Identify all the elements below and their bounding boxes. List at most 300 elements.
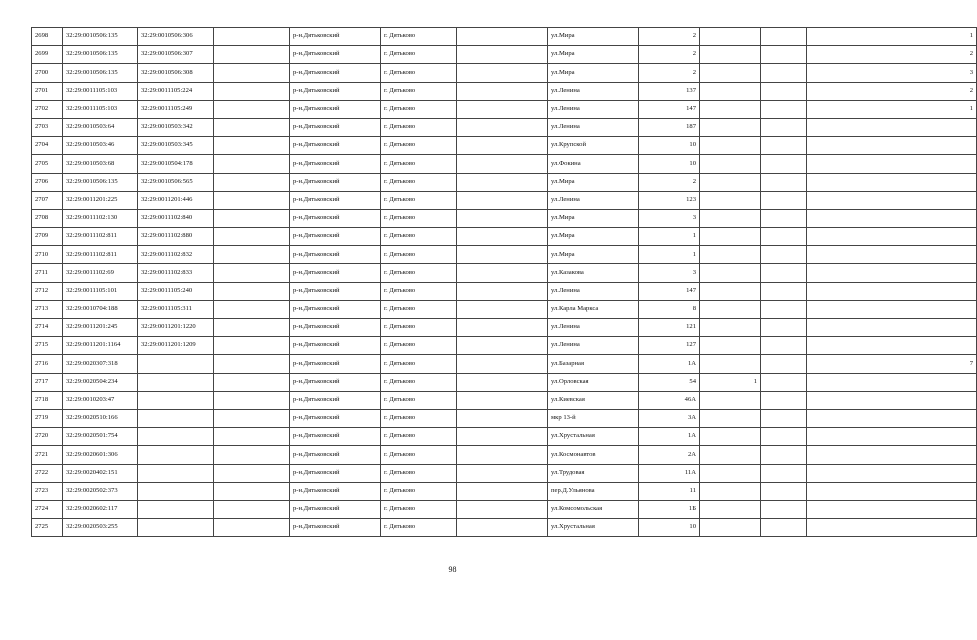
house-number-cell: 46А <box>639 391 700 409</box>
empty-cell <box>214 28 290 46</box>
building-number-cell <box>700 28 761 46</box>
district-cell: р-н.Дятьковский <box>290 246 381 264</box>
building-number-cell <box>700 155 761 173</box>
locality-cell <box>457 482 548 500</box>
cadastral-number-cell: 32:29:0011105:103 <box>63 100 138 118</box>
locality-cell <box>457 391 548 409</box>
apartment-cell: 1 <box>807 28 977 46</box>
house-number-cell: 127 <box>639 337 700 355</box>
street-cell: ул.Ленина <box>548 100 639 118</box>
city-cell: г. Дятьково <box>381 64 457 82</box>
cadastral-number-cell: 32:29:0010503:68 <box>63 155 138 173</box>
apartment-cell: 2 <box>807 82 977 100</box>
apartment-cell <box>807 391 977 409</box>
cadastral-number-cell: 32:29:0020510:166 <box>63 409 138 427</box>
extra-cell <box>761 64 807 82</box>
street-cell: пер.Д.Ульянова <box>548 482 639 500</box>
street-cell: ул.Ленина <box>548 282 639 300</box>
street-cell: ул.Ленина <box>548 337 639 355</box>
district-cell: р-н.Дятьковский <box>290 82 381 100</box>
row-number-cell: 2724 <box>32 500 63 518</box>
street-cell: ул.Ленина <box>548 319 639 337</box>
object-cadastral-number-cell: 32:29:0011201:446 <box>138 191 214 209</box>
apartment-cell <box>807 282 977 300</box>
row-number-cell: 2725 <box>32 519 63 537</box>
cadastral-number-cell: 32:29:0011105:103 <box>63 82 138 100</box>
row-number-cell: 2701 <box>32 82 63 100</box>
table-row <box>32 500 977 518</box>
row-number-cell: 2709 <box>32 228 63 246</box>
building-number-cell <box>700 228 761 246</box>
extra-cell <box>761 500 807 518</box>
cadastral-number-cell: 32:29:0010506:135 <box>63 173 138 191</box>
object-cadastral-number-cell: 32:29:0011105:311 <box>138 300 214 318</box>
object-cadastral-number-cell <box>138 519 214 537</box>
street-cell: ул.Космонавтов <box>548 446 639 464</box>
extra-cell <box>761 191 807 209</box>
city-cell: г. Дятьково <box>381 137 457 155</box>
table-row <box>32 137 977 155</box>
row-number-cell: 2718 <box>32 391 63 409</box>
district-cell: р-н.Дятьковский <box>290 391 381 409</box>
district-cell: р-н.Дятьковский <box>290 282 381 300</box>
table-row <box>32 300 977 318</box>
house-number-cell: 2А <box>639 446 700 464</box>
empty-cell <box>214 373 290 391</box>
locality-cell <box>457 373 548 391</box>
house-number-cell: 10 <box>639 137 700 155</box>
row-number-cell: 2711 <box>32 264 63 282</box>
house-number-cell: 2 <box>639 46 700 64</box>
extra-cell <box>761 482 807 500</box>
empty-cell <box>214 46 290 64</box>
city-cell: г. Дятьково <box>381 519 457 537</box>
cadastral-number-cell: 32:29:0010503:64 <box>63 118 138 136</box>
extra-cell <box>761 82 807 100</box>
city-cell: г. Дятьково <box>381 500 457 518</box>
house-number-cell: 3 <box>639 264 700 282</box>
city-cell: г. Дятьково <box>381 337 457 355</box>
apartment-cell <box>807 464 977 482</box>
empty-cell <box>214 300 290 318</box>
apartment-cell <box>807 428 977 446</box>
extra-cell <box>761 409 807 427</box>
cadastral-number-cell: 32:29:0020307:318 <box>63 355 138 373</box>
city-cell: г. Дятьково <box>381 355 457 373</box>
house-number-cell: 1Б <box>639 500 700 518</box>
building-number-cell <box>700 282 761 300</box>
row-number-cell: 2715 <box>32 337 63 355</box>
empty-cell <box>214 319 290 337</box>
object-cadastral-number-cell: 32:29:0010503:342 <box>138 118 214 136</box>
apartment-cell <box>807 155 977 173</box>
locality-cell <box>457 428 548 446</box>
cadastral-number-cell: 32:29:0010503:46 <box>63 137 138 155</box>
object-cadastral-number-cell: 32:29:0011201:1209 <box>138 337 214 355</box>
building-number-cell <box>700 82 761 100</box>
empty-cell <box>214 355 290 373</box>
building-number-cell <box>700 428 761 446</box>
object-cadastral-number-cell <box>138 373 214 391</box>
locality-cell <box>457 446 548 464</box>
extra-cell <box>761 373 807 391</box>
city-cell: г. Дятьково <box>381 428 457 446</box>
row-number-cell: 2712 <box>32 282 63 300</box>
city-cell: г. Дятьково <box>381 264 457 282</box>
building-number-cell <box>700 46 761 64</box>
city-cell: г. Дятьково <box>381 28 457 46</box>
row-number-cell: 2720 <box>32 428 63 446</box>
city-cell: г. Дятьково <box>381 191 457 209</box>
district-cell: р-н.Дятьковский <box>290 337 381 355</box>
city-cell: г. Дятьково <box>381 173 457 191</box>
cadastral-number-cell: 32:29:0010203:47 <box>63 391 138 409</box>
object-cadastral-number-cell: 32:29:0011102:832 <box>138 246 214 264</box>
city-cell: г. Дятьково <box>381 446 457 464</box>
object-cadastral-number-cell: 32:29:0010504:178 <box>138 155 214 173</box>
building-number-cell <box>700 409 761 427</box>
district-cell: р-н.Дятьковский <box>290 519 381 537</box>
table-row <box>32 464 977 482</box>
row-number-cell: 2716 <box>32 355 63 373</box>
extra-cell <box>761 246 807 264</box>
locality-cell <box>457 500 548 518</box>
table-row <box>32 409 977 427</box>
row-number-cell: 2723 <box>32 482 63 500</box>
extra-cell <box>761 446 807 464</box>
cadastral-number-cell: 32:29:0011201:225 <box>63 191 138 209</box>
empty-cell <box>214 409 290 427</box>
building-number-cell <box>700 319 761 337</box>
object-cadastral-number-cell: 32:29:0010506:308 <box>138 64 214 82</box>
table-row <box>32 355 977 373</box>
district-cell: р-н.Дятьковский <box>290 264 381 282</box>
street-cell: ул.Карла Маркса <box>548 300 639 318</box>
city-cell: г. Дятьково <box>381 82 457 100</box>
table-row <box>32 519 977 537</box>
row-number-cell: 2713 <box>32 300 63 318</box>
extra-cell <box>761 464 807 482</box>
apartment-cell <box>807 373 977 391</box>
extra-cell <box>761 519 807 537</box>
house-number-cell: 121 <box>639 319 700 337</box>
cadastral-number-cell: 32:29:0011102:811 <box>63 228 138 246</box>
row-number-cell: 2714 <box>32 319 63 337</box>
city-cell: г. Дятьково <box>381 155 457 173</box>
row-number-cell: 2719 <box>32 409 63 427</box>
row-number-cell: 2717 <box>32 373 63 391</box>
house-number-cell: 1 <box>639 228 700 246</box>
locality-cell <box>457 209 548 227</box>
cadastral-number-cell: 32:29:0010704:188 <box>63 300 138 318</box>
empty-cell <box>214 173 290 191</box>
object-cadastral-number-cell: 32:29:0011105:240 <box>138 282 214 300</box>
locality-cell <box>457 137 548 155</box>
object-cadastral-number-cell: 32:29:0010506:307 <box>138 46 214 64</box>
city-cell: г. Дятьково <box>381 100 457 118</box>
district-cell: р-н.Дятьковский <box>290 300 381 318</box>
extra-cell <box>761 100 807 118</box>
city-cell: г. Дятьково <box>381 482 457 500</box>
row-number-cell: 2704 <box>32 137 63 155</box>
empty-cell <box>214 446 290 464</box>
table-row <box>32 46 977 64</box>
building-number-cell <box>700 300 761 318</box>
house-number-cell: 10 <box>639 519 700 537</box>
locality-cell <box>457 246 548 264</box>
cadastral-number-cell: 32:29:0010506:135 <box>63 28 138 46</box>
empty-cell <box>214 100 290 118</box>
empty-cell <box>214 209 290 227</box>
locality-cell <box>457 519 548 537</box>
table-row <box>32 337 977 355</box>
apartment-cell: 3 <box>807 64 977 82</box>
house-number-cell: 3А <box>639 409 700 427</box>
building-number-cell <box>700 464 761 482</box>
district-cell: р-н.Дятьковский <box>290 482 381 500</box>
apartment-cell <box>807 118 977 136</box>
apartment-cell <box>807 482 977 500</box>
house-number-cell: 147 <box>639 282 700 300</box>
building-number-cell <box>700 173 761 191</box>
district-cell: р-н.Дятьковский <box>290 46 381 64</box>
empty-cell <box>214 191 290 209</box>
cadastral-number-cell: 32:29:0011102:130 <box>63 209 138 227</box>
row-number-cell: 2721 <box>32 446 63 464</box>
row-number-cell: 2722 <box>32 464 63 482</box>
locality-cell <box>457 464 548 482</box>
building-number-cell <box>700 355 761 373</box>
house-number-cell: 187 <box>639 118 700 136</box>
locality-cell <box>457 355 548 373</box>
cadastral-number-cell: 32:29:0011201:1164 <box>63 337 138 355</box>
locality-cell <box>457 155 548 173</box>
apartment-cell <box>807 409 977 427</box>
row-number-cell: 2706 <box>32 173 63 191</box>
street-cell: ул.Хрустальная <box>548 428 639 446</box>
extra-cell <box>761 319 807 337</box>
locality-cell <box>457 409 548 427</box>
cadastral-number-cell: 32:29:0020602:117 <box>63 500 138 518</box>
city-cell: г. Дятьково <box>381 409 457 427</box>
district-cell: р-н.Дятьковский <box>290 500 381 518</box>
city-cell: г. Дятьково <box>381 246 457 264</box>
empty-cell <box>214 464 290 482</box>
cadastral-number-cell: 32:29:0011102:69 <box>63 264 138 282</box>
street-cell: ул.Мира <box>548 228 639 246</box>
apartment-cell: 1 <box>807 100 977 118</box>
table-row <box>32 282 977 300</box>
extra-cell <box>761 137 807 155</box>
street-cell: ул.Казакова <box>548 264 639 282</box>
apartment-cell: 2 <box>807 46 977 64</box>
street-cell: ул.Мира <box>548 173 639 191</box>
row-number-cell: 2705 <box>32 155 63 173</box>
table-row <box>32 373 977 391</box>
apartment-cell <box>807 137 977 155</box>
district-cell: р-н.Дятьковский <box>290 446 381 464</box>
street-cell: ул.Комсомольская <box>548 500 639 518</box>
city-cell: г. Дятьково <box>381 209 457 227</box>
house-number-cell: 2 <box>639 173 700 191</box>
object-cadastral-number-cell: 32:29:0011105:249 <box>138 100 214 118</box>
house-number-cell: 2 <box>639 28 700 46</box>
district-cell: р-н.Дятьковский <box>290 209 381 227</box>
table-row <box>32 264 977 282</box>
building-number-cell <box>700 391 761 409</box>
cadastral-number-cell: 32:29:0011201:245 <box>63 319 138 337</box>
apartment-cell <box>807 209 977 227</box>
page-number: 98 <box>448 565 457 574</box>
table-row <box>32 428 977 446</box>
building-number-cell <box>700 191 761 209</box>
empty-cell <box>214 82 290 100</box>
house-number-cell: 8 <box>639 300 700 318</box>
locality-cell <box>457 118 548 136</box>
document-sheet <box>31 27 973 537</box>
locality-cell <box>457 264 548 282</box>
locality-cell <box>457 46 548 64</box>
street-cell: ул.Трудовая <box>548 464 639 482</box>
building-number-cell <box>700 64 761 82</box>
city-cell: г. Дятьково <box>381 46 457 64</box>
house-number-cell: 2 <box>639 64 700 82</box>
table-row <box>32 173 977 191</box>
street-cell: ул.Мира <box>548 28 639 46</box>
table-row <box>32 82 977 100</box>
apartment-cell <box>807 228 977 246</box>
locality-cell <box>457 282 548 300</box>
extra-cell <box>761 46 807 64</box>
empty-cell <box>214 391 290 409</box>
object-cadastral-number-cell: 32:29:0011201:1220 <box>138 319 214 337</box>
table-row <box>32 100 977 118</box>
cadastral-number-cell: 32:29:0010506:135 <box>63 46 138 64</box>
district-cell: р-н.Дятьковский <box>290 228 381 246</box>
building-number-cell <box>700 519 761 537</box>
building-number-cell <box>700 264 761 282</box>
cadastral-number-cell: 32:29:0020402:151 <box>63 464 138 482</box>
table-row <box>32 319 977 337</box>
apartment-cell <box>807 246 977 264</box>
district-cell: р-н.Дятьковский <box>290 464 381 482</box>
empty-cell <box>214 64 290 82</box>
object-cadastral-number-cell: 32:29:0011105:224 <box>138 82 214 100</box>
district-cell: р-н.Дятьковский <box>290 355 381 373</box>
district-cell: р-н.Дятьковский <box>290 28 381 46</box>
city-cell: г. Дятьково <box>381 391 457 409</box>
row-number-cell: 2699 <box>32 46 63 64</box>
extra-cell <box>761 391 807 409</box>
empty-cell <box>214 246 290 264</box>
city-cell: г. Дятьково <box>381 373 457 391</box>
empty-cell <box>214 428 290 446</box>
extra-cell <box>761 173 807 191</box>
apartment-cell <box>807 319 977 337</box>
locality-cell <box>457 100 548 118</box>
row-number-cell: 2710 <box>32 246 63 264</box>
object-cadastral-number-cell <box>138 482 214 500</box>
extra-cell <box>761 209 807 227</box>
street-cell: ул.Ленина <box>548 82 639 100</box>
object-cadastral-number-cell: 32:29:0010503:345 <box>138 137 214 155</box>
registry-table-body <box>32 28 977 537</box>
extra-cell <box>761 155 807 173</box>
street-cell: ул.Мира <box>548 209 639 227</box>
object-cadastral-number-cell: 32:29:0011102:840 <box>138 209 214 227</box>
house-number-cell: 1А <box>639 428 700 446</box>
object-cadastral-number-cell <box>138 464 214 482</box>
row-number-cell: 2698 <box>32 28 63 46</box>
object-cadastral-number-cell: 32:29:0011102:880 <box>138 228 214 246</box>
district-cell: р-н.Дятьковский <box>290 373 381 391</box>
building-number-cell <box>700 100 761 118</box>
apartment-cell <box>807 264 977 282</box>
district-cell: р-н.Дятьковский <box>290 319 381 337</box>
locality-cell <box>457 228 548 246</box>
district-cell: р-н.Дятьковский <box>290 137 381 155</box>
table-row <box>32 228 977 246</box>
object-cadastral-number-cell <box>138 500 214 518</box>
house-number-cell: 11А <box>639 464 700 482</box>
district-cell: р-н.Дятьковский <box>290 191 381 209</box>
row-number-cell: 2707 <box>32 191 63 209</box>
locality-cell <box>457 64 548 82</box>
table-row <box>32 191 977 209</box>
house-number-cell: 54 <box>639 373 700 391</box>
table-row <box>32 118 977 136</box>
empty-cell <box>214 264 290 282</box>
house-number-cell: 1 <box>639 246 700 264</box>
registry-table <box>31 27 977 537</box>
table-row <box>32 209 977 227</box>
street-cell: ул.Фокина <box>548 155 639 173</box>
district-cell: р-н.Дятьковский <box>290 409 381 427</box>
district-cell: р-н.Дятьковский <box>290 118 381 136</box>
building-number-cell <box>700 118 761 136</box>
empty-cell <box>214 228 290 246</box>
object-cadastral-number-cell <box>138 391 214 409</box>
street-cell: мкр 13-й <box>548 409 639 427</box>
apartment-cell <box>807 191 977 209</box>
city-cell: г. Дятьково <box>381 300 457 318</box>
row-number-cell: 2708 <box>32 209 63 227</box>
table-row <box>32 482 977 500</box>
object-cadastral-number-cell <box>138 409 214 427</box>
locality-cell <box>457 173 548 191</box>
empty-cell <box>214 500 290 518</box>
table-row <box>32 246 977 264</box>
street-cell: ул.Крупской <box>548 137 639 155</box>
cadastral-number-cell: 32:29:0020504:234 <box>63 373 138 391</box>
building-number-cell <box>700 246 761 264</box>
locality-cell <box>457 319 548 337</box>
apartment-cell <box>807 337 977 355</box>
table-row <box>32 391 977 409</box>
cadastral-number-cell: 32:29:0020502:373 <box>63 482 138 500</box>
district-cell: р-н.Дятьковский <box>290 155 381 173</box>
cadastral-number-cell: 32:29:0020501:754 <box>63 428 138 446</box>
building-number-cell: 1 <box>700 373 761 391</box>
building-number-cell <box>700 337 761 355</box>
table-row <box>32 155 977 173</box>
city-cell: г. Дятьково <box>381 282 457 300</box>
extra-cell <box>761 264 807 282</box>
extra-cell <box>761 228 807 246</box>
building-number-cell <box>700 137 761 155</box>
city-cell: г. Дятьково <box>381 464 457 482</box>
street-cell: ул.Базарная <box>548 355 639 373</box>
